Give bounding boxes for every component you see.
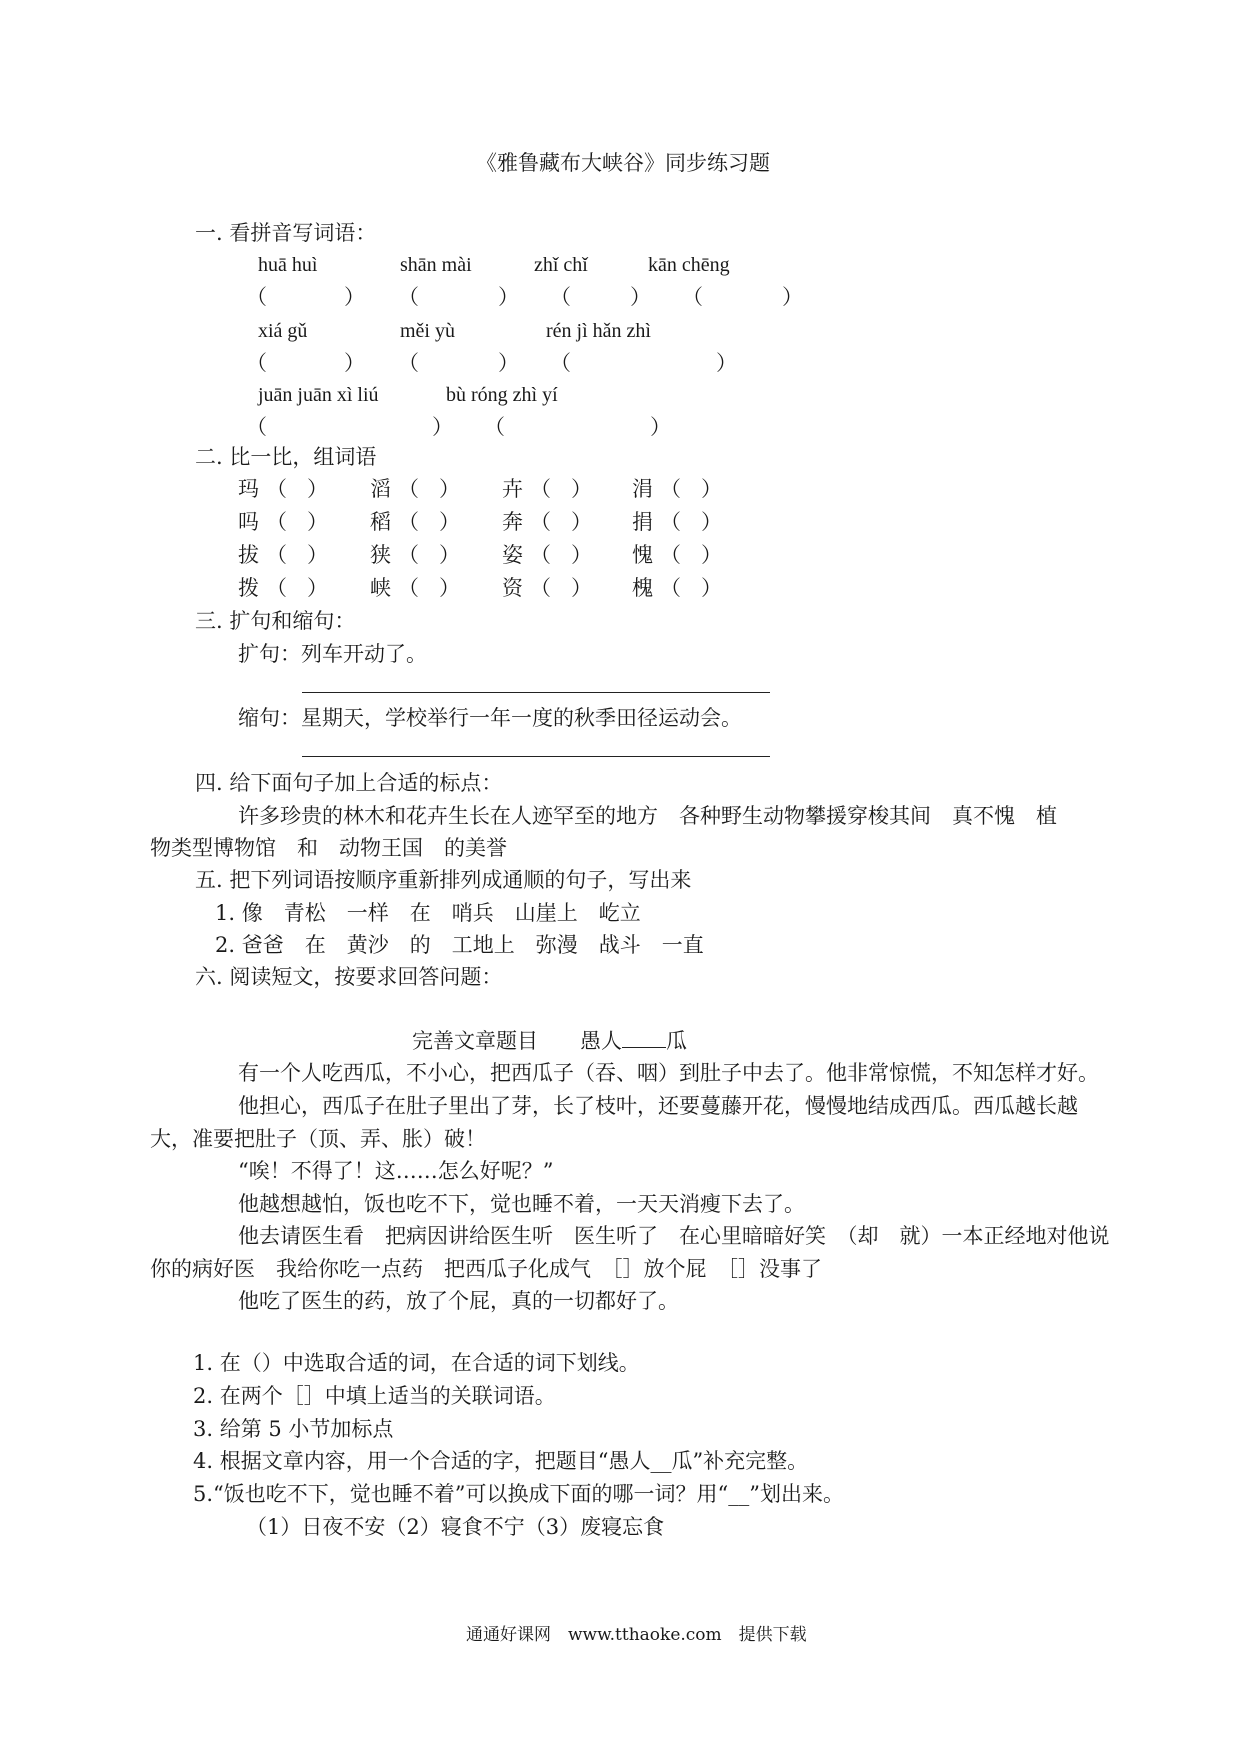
answer-paren-close: ）: [782, 285, 803, 309]
section-4-heading: 四. 给下面句子加上合适的标点：: [195, 771, 503, 795]
answer-paren-group: [398, 575, 460, 601]
answer-paren-close: ）: [307, 510, 328, 534]
answer-paren-open: （: [530, 576, 551, 600]
story-paragraph: 他吃了医生的药，放了个屁，真的一切都好了。: [238, 1289, 679, 1313]
answer-paren-open: （: [398, 477, 419, 501]
answer-paren-group: [530, 476, 592, 502]
reorder-item: 1. 像 青松 一样 在 哨兵 山崖上 屹立: [215, 901, 641, 925]
answer-paren-close: ）: [498, 351, 519, 375]
story-paragraph: 你的病好医 我给你吃一点药 把西瓜子化成气 ［］放个屁 ［］没事了: [150, 1257, 822, 1281]
answer-paren-open: （: [398, 543, 419, 567]
section-5-heading: 五. 把下列词语按顺序重新排列成通顺的句子，写出来: [195, 868, 692, 892]
answer-paren-group: [266, 476, 328, 502]
pinyin: bù róng zhì yí: [446, 384, 558, 406]
question: 5.“饭也吃不下，觉也睡不着”可以换成下面的哪一词？用“__”划出来。: [193, 1482, 844, 1506]
answer-paren-close: ）: [571, 477, 592, 501]
answer-paren-open: （: [398, 510, 419, 534]
answer-paren-open: （: [550, 285, 571, 309]
section-1-heading: 一. 看拼音写词语：: [195, 221, 377, 245]
answer-paren-close: ）: [571, 543, 592, 567]
compare-char: 拔: [238, 543, 259, 567]
answer-paren-close: ）: [439, 477, 460, 501]
answer-paren-open: （: [398, 351, 419, 375]
punctuation-sentence-line: 物类型博物馆 和 动物王国 的美誉: [150, 836, 507, 860]
section-3-heading: 三. 扩句和缩句：: [195, 609, 356, 633]
story-paragraph: 他担心，西瓜子在肚子里出了芽，长了枝叶，还要蔓藤开花，慢慢地结成西瓜。西瓜越长越: [238, 1094, 1078, 1118]
answer-paren-close: ）: [630, 285, 651, 309]
answer-paren-open: （: [530, 543, 551, 567]
answer-paren-open: （: [266, 543, 287, 567]
answer-paren-group: [660, 542, 722, 568]
page-title: 《雅鲁藏布大峡谷》同步练习题: [476, 151, 770, 175]
answer-paren-open: （: [246, 351, 267, 375]
answer-paren-close: ）: [344, 285, 365, 309]
story-paragraph: 有一个人吃西瓜，不小心，把西瓜子（吞、咽）到肚子中去了。他非常惊慌，不知怎样才好。: [238, 1061, 1099, 1085]
answer-paren-close: ）: [571, 576, 592, 600]
pinyin: rén jì hǎn zhì: [546, 320, 651, 342]
answer-paren-group: [530, 542, 592, 568]
footer: 通通好课网 www.tthaoke.com 提供下载: [466, 1625, 807, 1645]
reorder-item: 2. 爸爸 在 黄沙 的 工地上 弥漫 战斗 一直: [215, 933, 704, 957]
story-title-prefix: 完善文章题目 愚人: [412, 1029, 622, 1053]
compare-char: 愧: [632, 543, 653, 567]
answer-paren-open: （: [660, 477, 681, 501]
answer-paren-open: （: [266, 510, 287, 534]
pinyin: huā huì: [258, 254, 318, 276]
answer-paren-close: ）: [307, 543, 328, 567]
answer-paren-close: ）: [701, 477, 722, 501]
answer-paren-group: [660, 575, 722, 601]
story-title-suffix: 瓜: [666, 1029, 687, 1053]
compare-char: 卉: [502, 477, 523, 501]
answer-paren-close: ）: [716, 351, 737, 375]
answer-paren-group: [266, 509, 328, 535]
answer-paren-open: （: [246, 285, 267, 309]
answer-paren-close: ）: [307, 477, 328, 501]
story-paragraph: 大，准要把肚子（顶、弄、胀）破！: [150, 1127, 486, 1151]
answer-paren-open: （: [660, 543, 681, 567]
story-title-blank: [622, 1047, 666, 1048]
answer-paren-group: [660, 476, 722, 502]
shrink-sentence: 缩句：星期天，学校举行一年一度的秋季田径运动会。: [238, 706, 742, 730]
answer-paren-close: ）: [307, 576, 328, 600]
answer-paren-open: （: [266, 477, 287, 501]
answer-paren-open: （: [660, 576, 681, 600]
answer-paren-close: ）: [650, 415, 671, 439]
answer-paren-open: （: [246, 415, 267, 439]
story-paragraph: “唉！不得了！这……怎么好呢？”: [238, 1159, 554, 1183]
answer-paren-group: [398, 509, 460, 535]
answer-paren-group: [266, 542, 328, 568]
answer-paren-group: [398, 476, 460, 502]
compare-char: 捐: [632, 510, 653, 534]
answer-paren-open: （: [398, 285, 419, 309]
answer-paren-close: ）: [439, 543, 460, 567]
pinyin: měi yù: [400, 320, 455, 342]
answer-paren-open: （: [266, 576, 287, 600]
answer-paren-close: ）: [498, 285, 519, 309]
answer-paren-close: ）: [701, 543, 722, 567]
pinyin: kān chēng: [648, 254, 730, 276]
answer-line: [302, 692, 770, 693]
compare-char: 玛: [238, 477, 259, 501]
section-2-heading: 二. 比一比，组词语: [195, 445, 377, 469]
question: 1. 在（）中选取合适的词，在合适的词下划线。: [193, 1351, 640, 1375]
story-paragraph: 他去请医生看 把病因讲给医生听 医生听了 在心里暗暗好笑 （却 就）一本正经地对他说: [238, 1224, 1110, 1248]
answer-line: [302, 756, 770, 757]
answer-paren-close: ）: [701, 576, 722, 600]
compare-char: 稻: [370, 510, 391, 534]
answer-paren-group: [660, 509, 722, 535]
pinyin: xiá gǔ: [258, 320, 308, 342]
story-title: [412, 1028, 687, 1054]
compare-char: 峡: [370, 576, 391, 600]
compare-char: 资: [502, 576, 523, 600]
answer-paren-close: ）: [439, 510, 460, 534]
punctuation-sentence-line: 许多珍贵的林木和花卉生长在人迹罕至的地方 各种野生动物攀援穿梭其间 真不愧 植: [238, 804, 1057, 828]
story-paragraph: 他越想越怕，饭也吃不下，觉也睡不着，一天天消瘦下去了。: [238, 1192, 805, 1216]
compare-char: 涓: [632, 477, 653, 501]
section-6-heading: 六. 阅读短文，按要求回答问题：: [195, 965, 503, 989]
answer-paren-close: ）: [344, 351, 365, 375]
compare-char: 奔: [502, 510, 523, 534]
compare-char: 狭: [370, 543, 391, 567]
answer-paren-group: [266, 575, 328, 601]
pinyin: shān mài: [400, 254, 472, 276]
answer-paren-close: ）: [571, 510, 592, 534]
compare-char: 吗: [238, 510, 259, 534]
answer-paren-group: [398, 542, 460, 568]
compare-char: 滔: [370, 477, 391, 501]
answer-paren-close: ）: [439, 576, 460, 600]
answer-paren-open: （: [550, 351, 571, 375]
answer-paren-open: （: [530, 510, 551, 534]
pinyin: juān juān xì liú: [258, 384, 379, 406]
pinyin: zhǐ chǐ: [534, 254, 588, 276]
answer-paren-close: ）: [701, 510, 722, 534]
compare-char: 姿: [502, 543, 523, 567]
answer-paren-close: ）: [432, 415, 453, 439]
answer-paren-open: （: [398, 576, 419, 600]
answer-paren-open: （: [660, 510, 681, 534]
question: 2. 在两个［］中填上适当的关联词语。: [193, 1384, 556, 1408]
question-options: （1）日夜不安（2）寝食不宁（3）废寝忘食: [246, 1515, 665, 1539]
compare-char: 拨: [238, 576, 259, 600]
answer-paren-group: [530, 575, 592, 601]
question: 4. 根据文章内容，用一个合适的字，把题目“愚人__瓜”补充完整。: [193, 1449, 809, 1473]
answer-paren-group: [530, 509, 592, 535]
compare-char: 槐: [632, 576, 653, 600]
answer-paren-open: （: [682, 285, 703, 309]
question: 3. 给第 5 小节加标点: [193, 1417, 394, 1441]
answer-paren-open: （: [530, 477, 551, 501]
answer-paren-open: （: [484, 415, 505, 439]
expand-sentence: 扩句：列车开动了。: [238, 642, 427, 666]
